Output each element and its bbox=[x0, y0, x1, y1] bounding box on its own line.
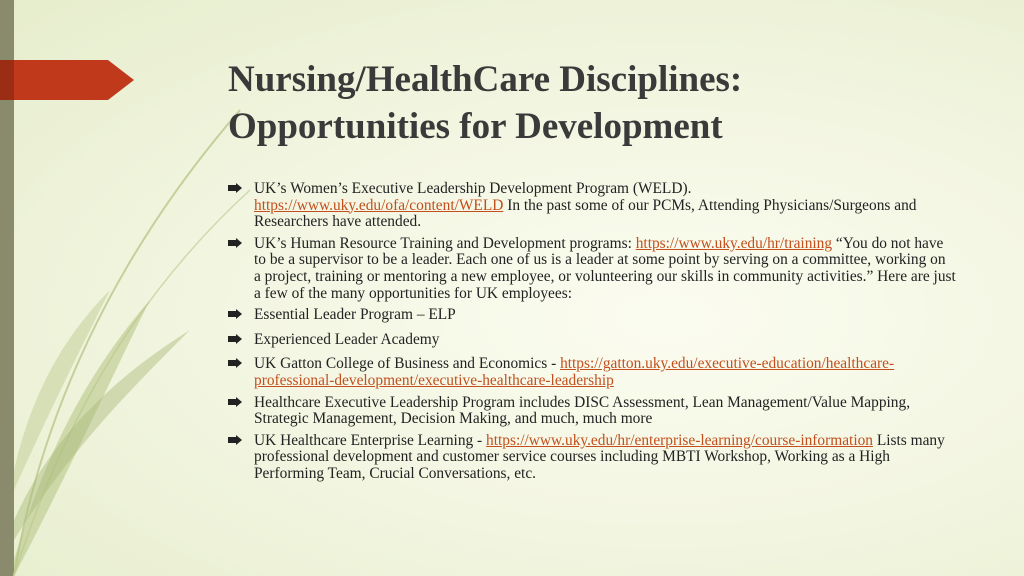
accent-arrow-tab bbox=[0, 0, 140, 110]
arrow-bullet-icon bbox=[228, 334, 242, 344]
bullet-text: UK’s Human Resource Training and Development programs: bbox=[254, 234, 636, 252]
list-item bbox=[228, 307, 956, 324]
list-item bbox=[228, 356, 956, 389]
title-line-1: Nursing/HealthCare Disciplines: bbox=[228, 59, 743, 100]
bullet-text: In the past some of our PCMs, Attending Physicians/Surgeons and Researchers have attended. bbox=[254, 196, 917, 231]
bullet-text: UK Healthcare Enterprise Learning - bbox=[254, 431, 487, 449]
list-item bbox=[228, 433, 956, 483]
page-title bbox=[228, 56, 988, 150]
weld-link[interactable]: https://www.uky.edu/ofa/content/WELD bbox=[254, 196, 504, 214]
list-item bbox=[228, 236, 956, 302]
arrow-bullet-icon bbox=[228, 397, 242, 407]
arrow-bullet-icon bbox=[228, 183, 242, 193]
bullet-text: Essential Leader Program – ELP bbox=[254, 306, 456, 324]
bullet-text: UK Gatton College of Business and Economics - bbox=[254, 355, 561, 373]
list-item bbox=[228, 395, 956, 428]
title-line-2: Opportunities for Development bbox=[228, 106, 723, 147]
bullet-list bbox=[228, 181, 956, 488]
arrow-bullet-icon bbox=[228, 358, 242, 368]
arrow-bullet-icon bbox=[228, 309, 242, 319]
enterprise-learning-link[interactable]: https://www.uky.edu/hr/enterprise-learning/course-information bbox=[486, 431, 873, 449]
bullet-text: Experienced Leader Academy bbox=[254, 330, 440, 348]
list-item bbox=[228, 181, 956, 231]
bullet-text: Healthcare Executive Leadership Program includes DISC Assessment, Lean Management/Value Mapping, Strategic Management, Decision Making, and much, much more bbox=[254, 393, 911, 428]
bullet-text: Lists many professional development and customer service courses including MBTI Workshop, Working as a High Performing Team, Crucial Conversations, etc. bbox=[254, 431, 945, 482]
hr-training-link[interactable]: https://www.uky.edu/hr/training bbox=[635, 234, 833, 252]
arrow-bullet-icon bbox=[228, 435, 242, 445]
bullet-text: UK’s Women’s Executive Leadership Development Program (WELD). bbox=[254, 180, 692, 197]
gatton-link[interactable]: https://gatton.uky.edu/executive-education/healthcare-professional-development/executive-healthcare-leadership bbox=[254, 355, 895, 389]
arrow-bullet-icon bbox=[228, 238, 242, 248]
bullet-text: “You do not have to be a supervisor to be a leader. Each one of us is a leader at some point by serving on a committee, working on a project, training or mentoring a new employee, or volunteering our skills in community activities.” Here are just a few of the many opportunities for UK employees: bbox=[254, 234, 956, 302]
list-item bbox=[228, 332, 956, 349]
